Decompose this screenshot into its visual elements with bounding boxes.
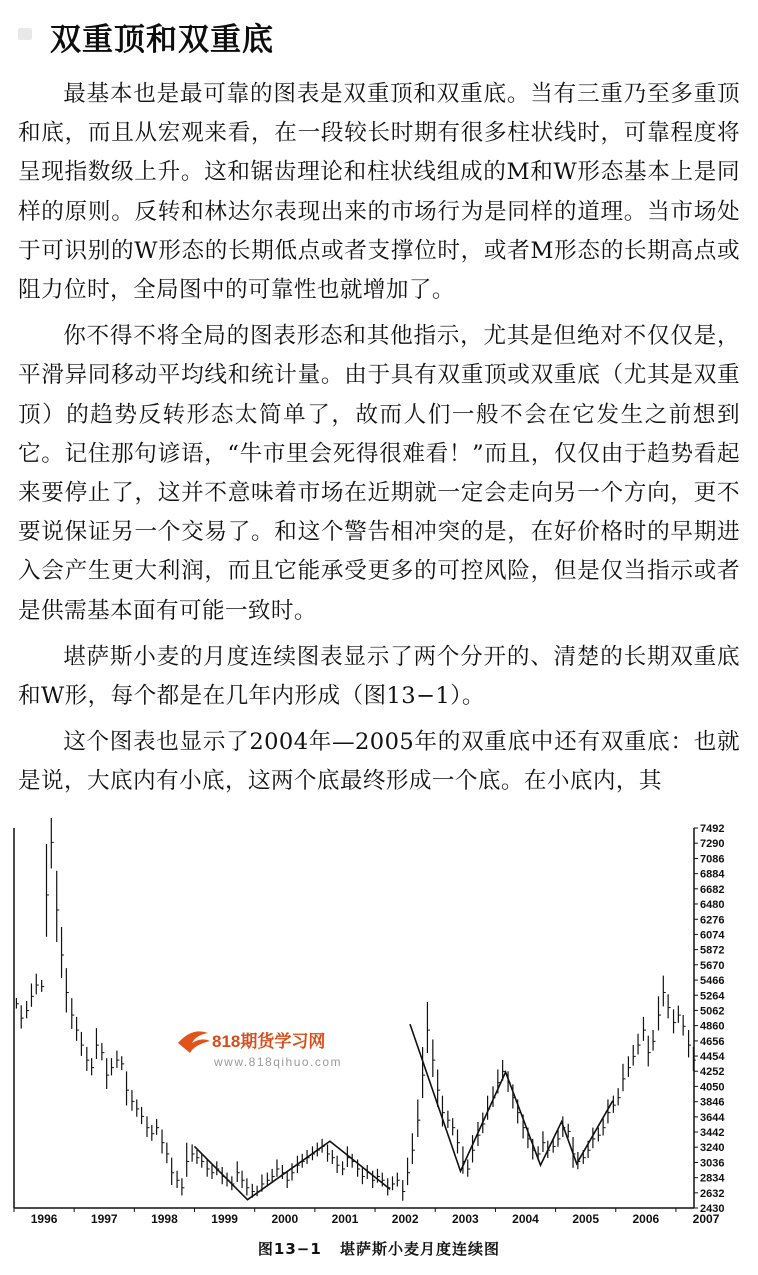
paragraph-2: 你不得不将全局的图表形态和其他指示，尤其是但绝对不仅仅是，平滑异同移动平均线和统计量。由于具有双重顶或双重底（尤其是双重顶）的趋势反转形态太简单了，故而人们一般不会在它发生之前想到它。记住那句谚语，“牛市里会死得很难看！”而且，仅仅由于趋势看起来要停止了，这并不意味着市场在近期就一定会走向另一个方向，更不要说保证另一个交易了。和这个警告相冲突的是，在好价格时的早期进入会产生更大利润，而且它能承受更多的可控风险，但是仅当指示或者是供需基本面有可能一致时。 — [18, 323, 740, 624]
y-tick-label: 5872 — [700, 944, 725, 957]
x-tick-label: 2002 — [391, 1212, 419, 1226]
x-tick-label: 2001 — [331, 1212, 359, 1226]
figure-caption — [0, 1238, 758, 1259]
y-tick-label: 3036 — [700, 1157, 725, 1170]
paragraph-4: 这个图表也显示了2004年—2005年的双重底中还有双重底：也就是说，大底内有小底，这两个底最终形成一个底。在小底内，其 — [18, 729, 740, 795]
y-tick-label: 7492 — [700, 823, 725, 835]
y-tick-label: 3846 — [700, 1096, 725, 1109]
x-tick-label: 2000 — [271, 1212, 299, 1226]
chart-frame — [14, 828, 694, 1208]
y-tick-label: 6682 — [700, 883, 725, 896]
paragraph-3: 堪萨斯小麦的月度连续图表显示了两个分开的、清楚的长期双重底和W形，每个都是在几年内形成（图13−1）。 — [18, 643, 740, 710]
heading-marker — [18, 28, 32, 40]
figure-title: 堪萨斯小麦月度连续图 — [340, 1240, 501, 1258]
y-tick-label: 2632 — [700, 1187, 725, 1200]
y-tick-label: 7086 — [700, 853, 725, 866]
x-tick-label: 1999 — [211, 1212, 238, 1226]
x-tick-label: 2005 — [572, 1212, 600, 1226]
x-tick-label: 1996 — [30, 1212, 58, 1226]
watermark-url: www.818qihuo.com — [214, 1055, 343, 1069]
x-tick-label: 2007 — [692, 1212, 720, 1226]
body-text — [18, 75, 740, 809]
x-tick-label: 2003 — [451, 1212, 479, 1226]
y-tick-label: 6884 — [700, 868, 725, 881]
y-tick-label: 6480 — [700, 898, 725, 911]
price-bars — [16, 818, 695, 1201]
y-tick-label: 6074 — [700, 929, 725, 942]
section-heading: 双重顶和双重底 — [50, 22, 274, 58]
x-tick-label: 2006 — [632, 1212, 660, 1226]
figure-label: 图13−1 — [257, 1240, 322, 1258]
y-tick-label: 3442 — [700, 1127, 725, 1140]
price-chart — [0, 818, 758, 1228]
y-tick-label: 4252 — [700, 1066, 725, 1079]
y-axis — [694, 823, 725, 1215]
y-tick-label: 4454 — [700, 1051, 725, 1064]
x-tick-label: 1997 — [90, 1212, 118, 1226]
y-tick-label: 5264 — [700, 990, 725, 1003]
paragraph-1: 最基本也是最可靠的图表是双重顶和双重底。当有三重乃至多重顶和底，而且从宏观来看，在一段较长时期有很多柱状线时，可靠程度将呈现指数级上升。这和锯齿理论和柱状线组成的M和W形态基本上是同样的原则。反转和林达尔表现出来的市场行为是同样的道理。当市场处于可识别的W形态的长期低点或者支撑位时，或者M形态的长期高点或阻力位时，全局图中的可靠性也就增加了。 — [18, 81, 740, 304]
y-tick-label: 6276 — [700, 914, 725, 927]
watermark — [178, 1031, 342, 1069]
trendline — [410, 1024, 613, 1171]
y-tick-label: 3644 — [700, 1111, 725, 1124]
y-tick-label: 5466 — [700, 975, 725, 988]
y-tick-label: 4050 — [700, 1081, 725, 1094]
y-tick-label: 3240 — [700, 1142, 725, 1155]
y-tick-label: 7290 — [700, 838, 725, 851]
chart-svg — [0, 818, 758, 1228]
y-tick-label: 2834 — [700, 1172, 725, 1185]
y-tick-label: 2430 — [700, 1203, 725, 1215]
y-tick-label: 4656 — [700, 1035, 725, 1048]
x-tick-label: 2004 — [512, 1212, 539, 1226]
y-tick-label: 5062 — [700, 1005, 725, 1018]
x-axis — [14, 1208, 720, 1226]
watermark-name: 818期货学习网 — [212, 1032, 326, 1051]
y-tick-label: 5670 — [700, 959, 725, 972]
x-tick-label: 1998 — [151, 1212, 178, 1226]
y-tick-label: 4860 — [700, 1020, 725, 1033]
watermark-logo-icon — [178, 1031, 210, 1053]
